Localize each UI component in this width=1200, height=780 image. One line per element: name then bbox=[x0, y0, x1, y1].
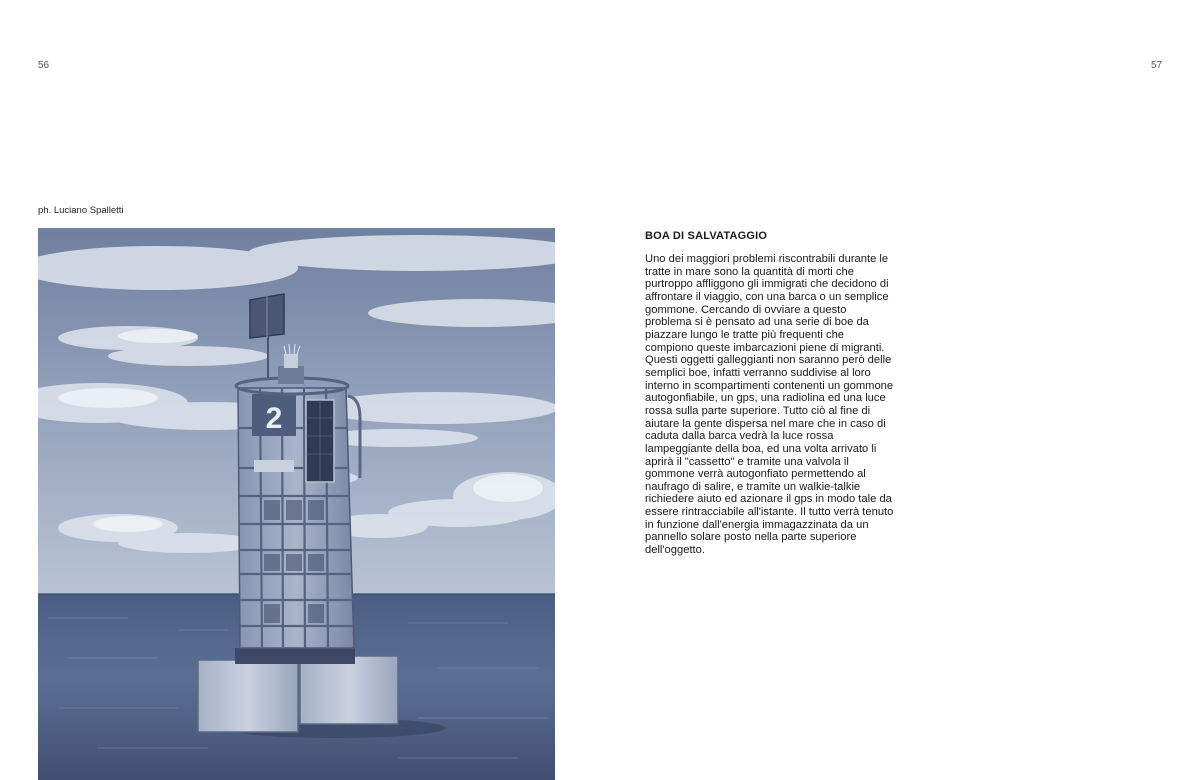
right-page-number: 57 bbox=[1151, 60, 1163, 71]
buoy-photo bbox=[38, 228, 555, 780]
buoy-number: 2 bbox=[265, 402, 283, 435]
article-body: Uno dei maggiori problemi riscontrabili durante le tratte in mare sono la quantità di morti che purtroppo affliggono gli immigrati che decidono di affrontare il viaggio, con una barca o un semplice gommone. Cercando di ovviare a questo problema si è pensato ad una serie di boe da piazzare lungo le tratte più frequenti che compiono queste imbarcazioni piene di migranti. Questi oggetti galleggianti non saranno però delle semplici boe, infatti verranno suddivise al loro interno in scompartimenti contenenti un gommone autogonfiabile, un gps, una radiolina ed una luce rossa sulla parte superiore. Tutto ciò al fine di aiutare la gente dispersa nel mare che in caso di caduta dalla barca vedrà la luce rossa lampeggiante della boa, ed una volta arrivato li aprirà il "cassetto" e tramite una valvola il gommone verrà autogonfiato permettendo al naufrago di salire, e tramite un walkie-talkie richiedere aiuto ed azionare il gps in modo tale da essere rintracciabile all'istante. Il tutto verrà tenuto in funzione dall'energia immagazzinata da un pannello solare posto nella parte superiore dell'oggetto. bbox=[645, 253, 894, 557]
article-title: BOA DI SALVATAGGIO bbox=[645, 230, 768, 242]
article bbox=[645, 230, 895, 557]
photo-credit: ph. Luciano Spalletti bbox=[38, 205, 124, 216]
left-page-number: 56 bbox=[38, 60, 50, 71]
